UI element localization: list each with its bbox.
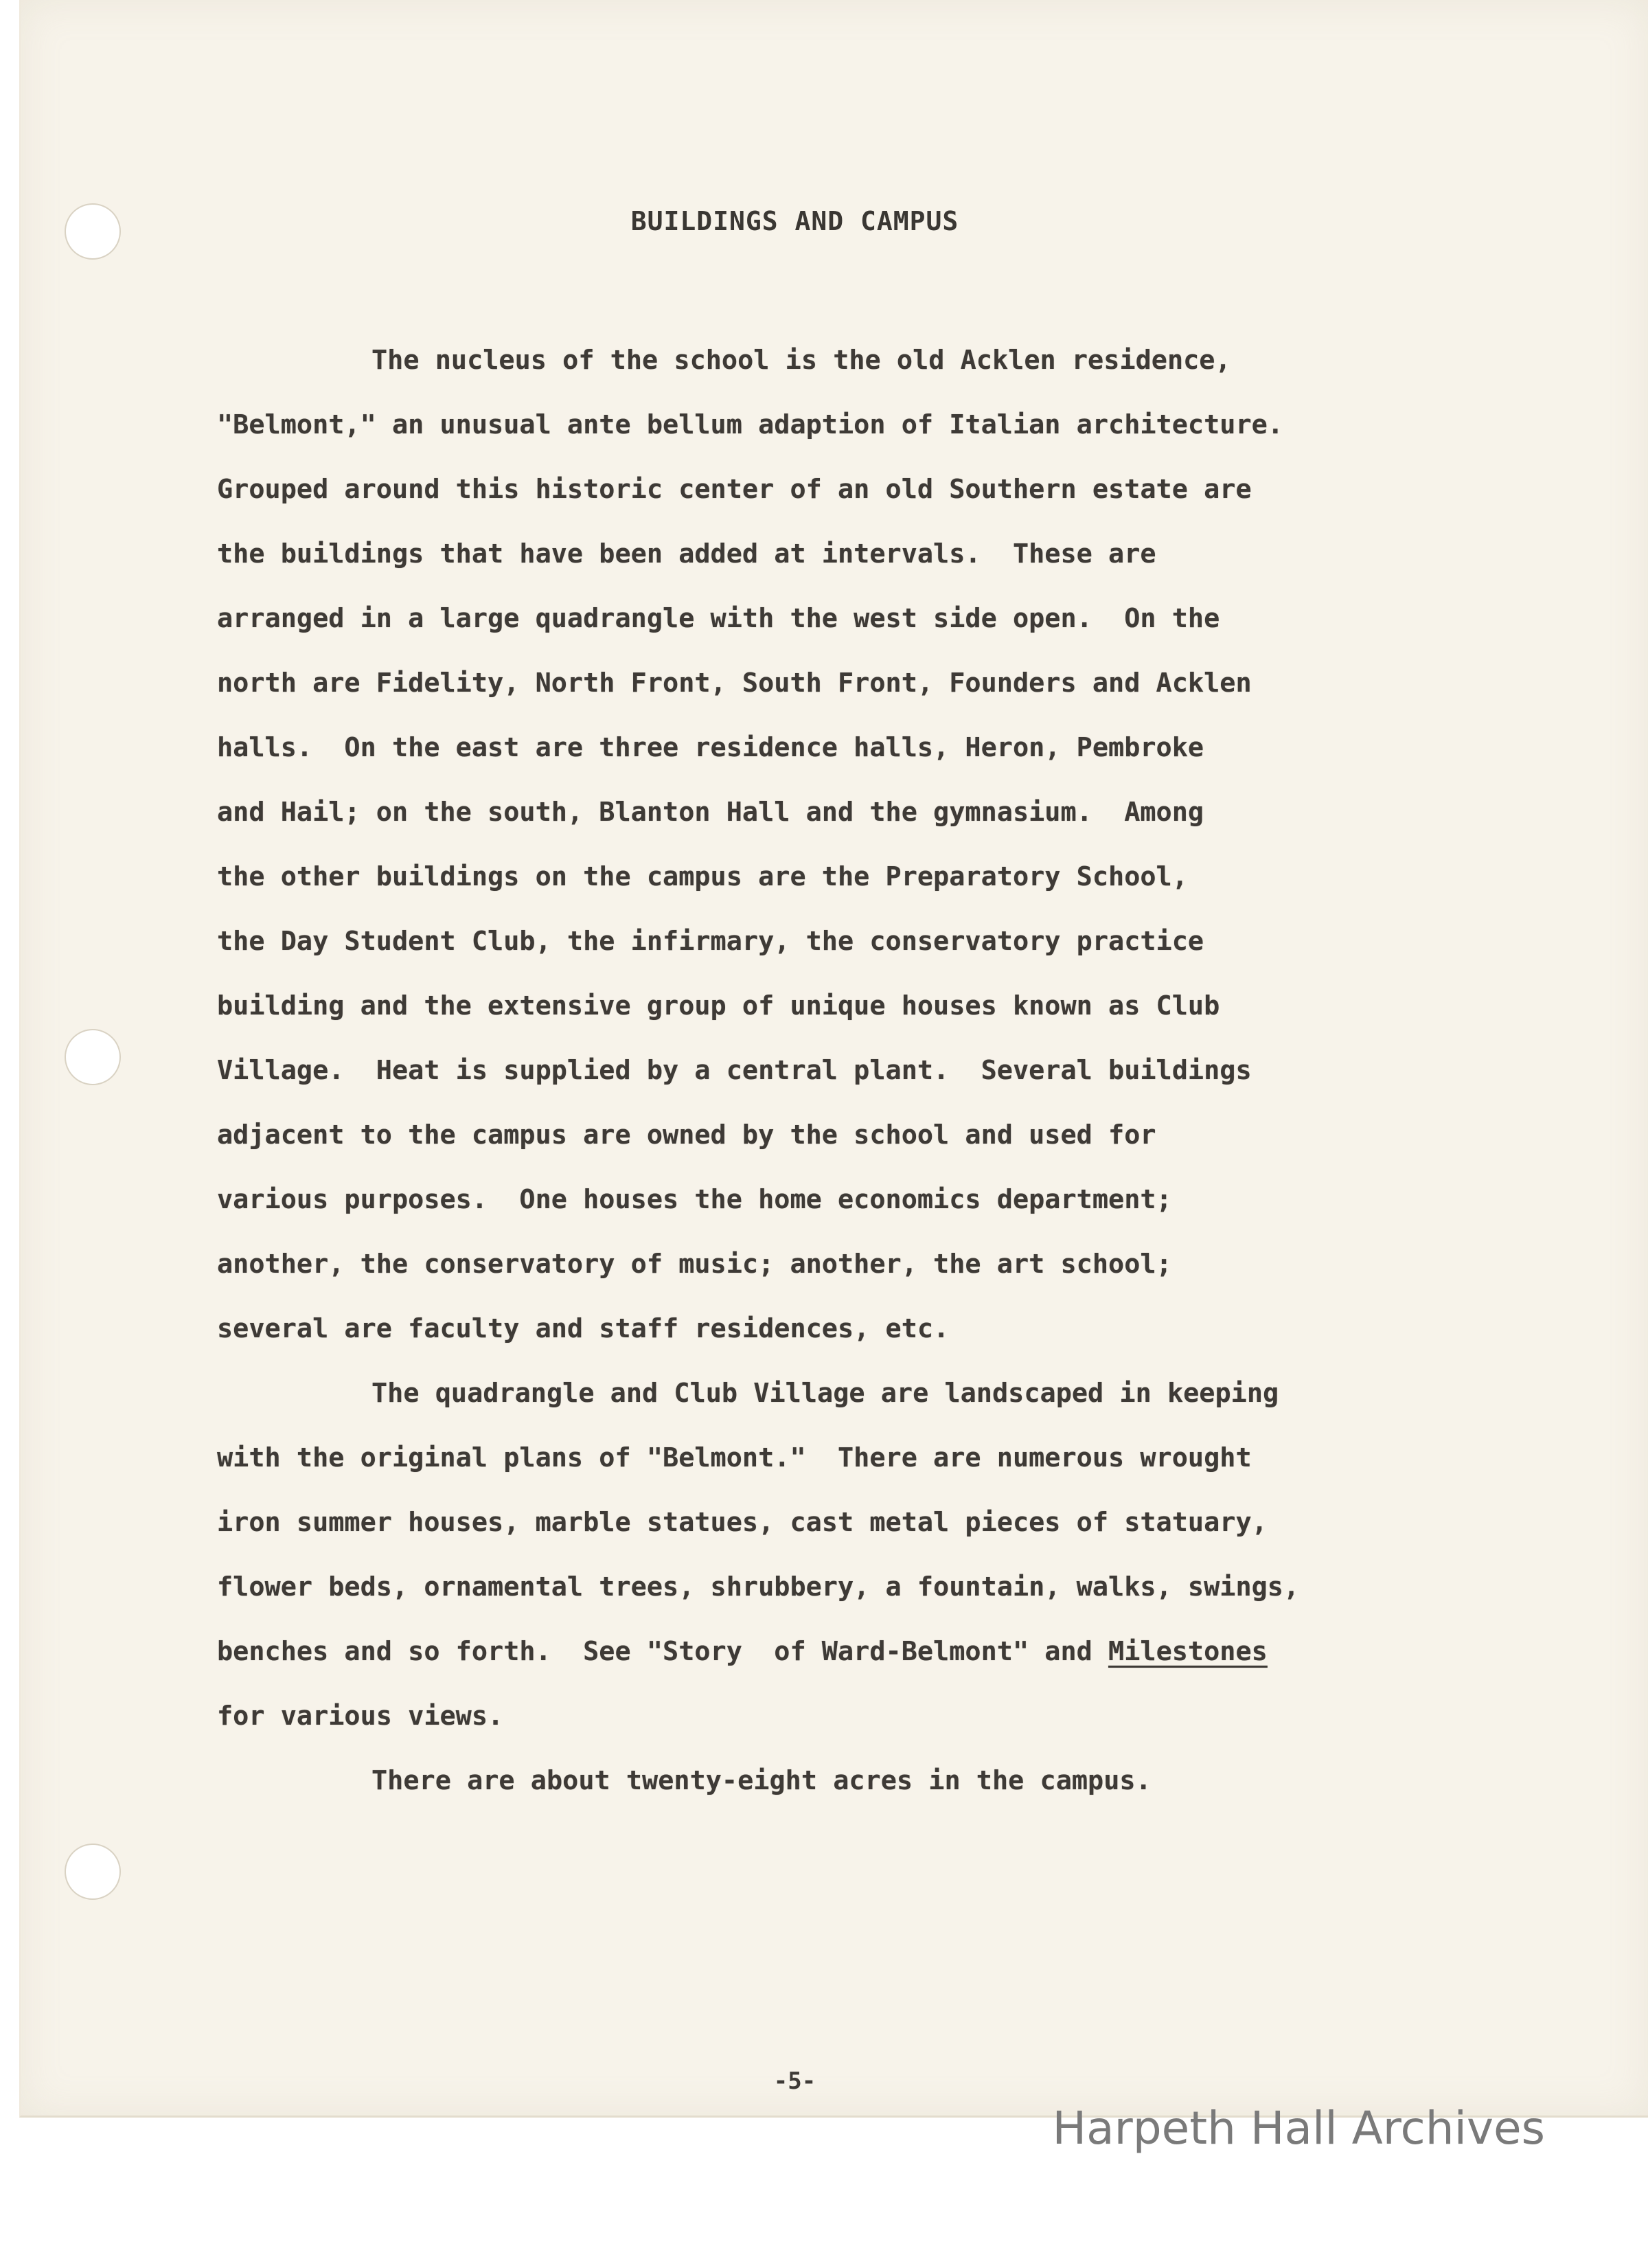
text-line: arranged in a large quadrangle with the west side open. On the <box>217 603 1220 634</box>
text-line: iron summer houses, marble statues, cast metal pieces of statuary, <box>217 1507 1268 1538</box>
text-line: adjacent to the campus are owned by the school and used for <box>217 1120 1156 1150</box>
publication-title: Milestones <box>1108 1636 1268 1667</box>
text-line: the other buildings on the campus are the Preparatory School, <box>217 861 1188 892</box>
text-line: another, the conservatory of music; another, the art school; <box>217 1249 1172 1280</box>
text-line: Village. Heat is supplied by a central plant. Several buildings <box>217 1055 1252 1086</box>
text-line: north are Fidelity, North Front, South Front, Founders and Acklen <box>217 668 1252 699</box>
text-line: and Hail; on the south, Blanton Hall and the gymnasium. Among <box>217 797 1204 828</box>
text-line: the buildings that have been added at intervals. These are <box>217 538 1156 569</box>
text-line: "Belmont," an unusual ante bellum adaption of Italian architecture. <box>217 409 1283 440</box>
punch-hole <box>65 1029 121 1085</box>
text-line: several are faculty and staff residences, etc. <box>217 1313 950 1344</box>
text-line: halls. On the east are three residence halls, Heron, Pembroke <box>217 732 1204 763</box>
text-line: the Day Student Club, the infirmary, the conservatory practice <box>217 926 1204 957</box>
text-line: with the original plans of "Belmont." There are numerous wrought <box>217 1442 1252 1473</box>
document-body <box>217 328 1535 1813</box>
text-line: There are about twenty-eight acres in the campus. <box>371 1765 1152 1796</box>
archive-watermark: Harpeth Hall Archives <box>1052 2102 1545 2155</box>
text-segment: benches and so forth. See "Story of Ward-Belmont" and <box>217 1636 1109 1667</box>
text-line: The nucleus of the school is the old Acklen residence, <box>371 345 1231 376</box>
text-line: The quadrangle and Club Village are landscaped in keeping <box>371 1378 1279 1409</box>
page-title: BUILDINGS AND CAMPUS <box>630 206 959 236</box>
text-line <box>217 1620 1535 1684</box>
page-number: -5- <box>773 2067 816 2095</box>
text-line: building and the extensive group of unique houses known as Club <box>217 990 1220 1021</box>
text-line: flower beds, ornamental trees, shrubbery, a fountain, walks, swings, <box>217 1572 1300 1602</box>
text-line: for various views. <box>217 1701 504 1732</box>
text-line: Grouped around this historic center of an old Southern estate are <box>217 474 1252 505</box>
text-line: various purposes. One houses the home economics department; <box>217 1184 1172 1215</box>
punch-hole <box>65 1844 121 1900</box>
